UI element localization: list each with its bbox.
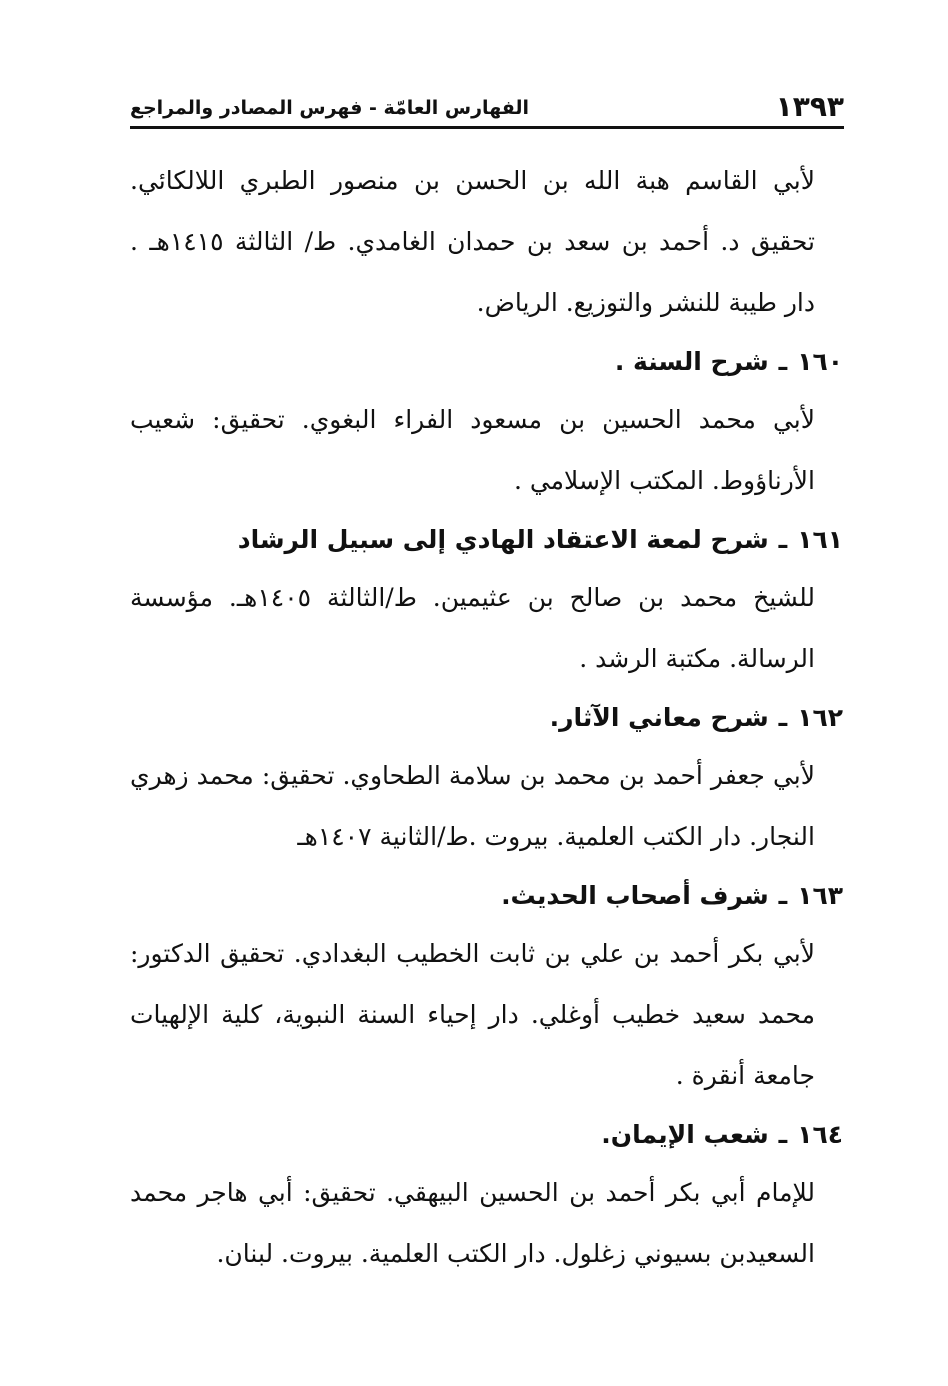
entry-dash: ـ <box>778 702 788 732</box>
entry-dash: ـ <box>778 346 788 376</box>
entry-heading <box>130 333 843 389</box>
entry-title: شرح السنة . <box>614 346 769 376</box>
entry-number: ١٦٣ <box>797 880 843 910</box>
entry-heading <box>130 689 843 745</box>
entry-dash: ـ <box>778 1119 788 1149</box>
entry-number: ١٦٢ <box>797 702 843 732</box>
entry-body: للإمام أبي بكر أحمد بن الحسين البيهقي. تحقيق: أبي هاجر محمد السعيدبن بسيوني زغلول. دار الكتب العلمية. بيروت. لبنان. <box>130 1178 815 1268</box>
continued-entry-text: لأبي القاسم هبة الله بن الحسن بن منصور الطبري اللالكائي. تحقيق د. أحمد بن سعد بن حمدان الغامدي. ط/ الثالثة ١٤١٥هـ . دار طيبة للنشر والتوزيع. الرياض. <box>130 166 815 317</box>
entry-title: شعب الإيمان. <box>601 1119 769 1149</box>
entry-heading <box>130 867 843 923</box>
page-header <box>130 88 844 129</box>
entry-title: شرح معاني الآثار. <box>549 702 769 732</box>
entry-heading <box>130 511 843 567</box>
entry-number: ١٦٠ <box>797 346 843 376</box>
entry-dash: ـ <box>778 524 788 554</box>
entry-heading <box>130 1106 843 1162</box>
page-number: ١٣٩٣ <box>775 90 844 123</box>
entry-body: لأبي بكر أحمد بن علي بن ثابت الخطيب البغدادي. تحقيق الدكتور: محمد سعيد خطيب أوغلي. دار إحياء السنة النبوية، كلية الإلهيات جامعة أنقرة . <box>130 939 815 1090</box>
entry-dash: ـ <box>778 880 788 910</box>
entry-body: لأبي محمد الحسين بن مسعود الفراء البغوي. تحقيق: شعيب الأرناؤوط. المكتب الإسلامي . <box>130 405 815 495</box>
page-content <box>130 150 843 1284</box>
entry-title: شرف أصحاب الحديث. <box>501 880 769 910</box>
entry-body: لأبي جعفر أحمد بن محمد بن سلامة الطحاوي. تحقيق: محمد زهري النجار. دار الكتب العلمية. بيروت .ط/الثانية ١٤٠٧هـ <box>130 761 815 851</box>
entry-number: ١٦١ <box>797 524 843 554</box>
running-title: الفهارس العامّة - فهرس المصادر والمراجع <box>130 97 530 119</box>
entry-number: ١٦٤ <box>797 1119 843 1149</box>
entry-body: للشيخ محمد بن صالح بن عثيمين. ط/الثالثة ١٤٠٥هـ. مؤسسة الرسالة. مكتبة الرشد . <box>130 583 815 673</box>
entry-title: شرح لمعة الاعتقاد الهادي إلى سبيل الرشاد <box>237 524 769 554</box>
